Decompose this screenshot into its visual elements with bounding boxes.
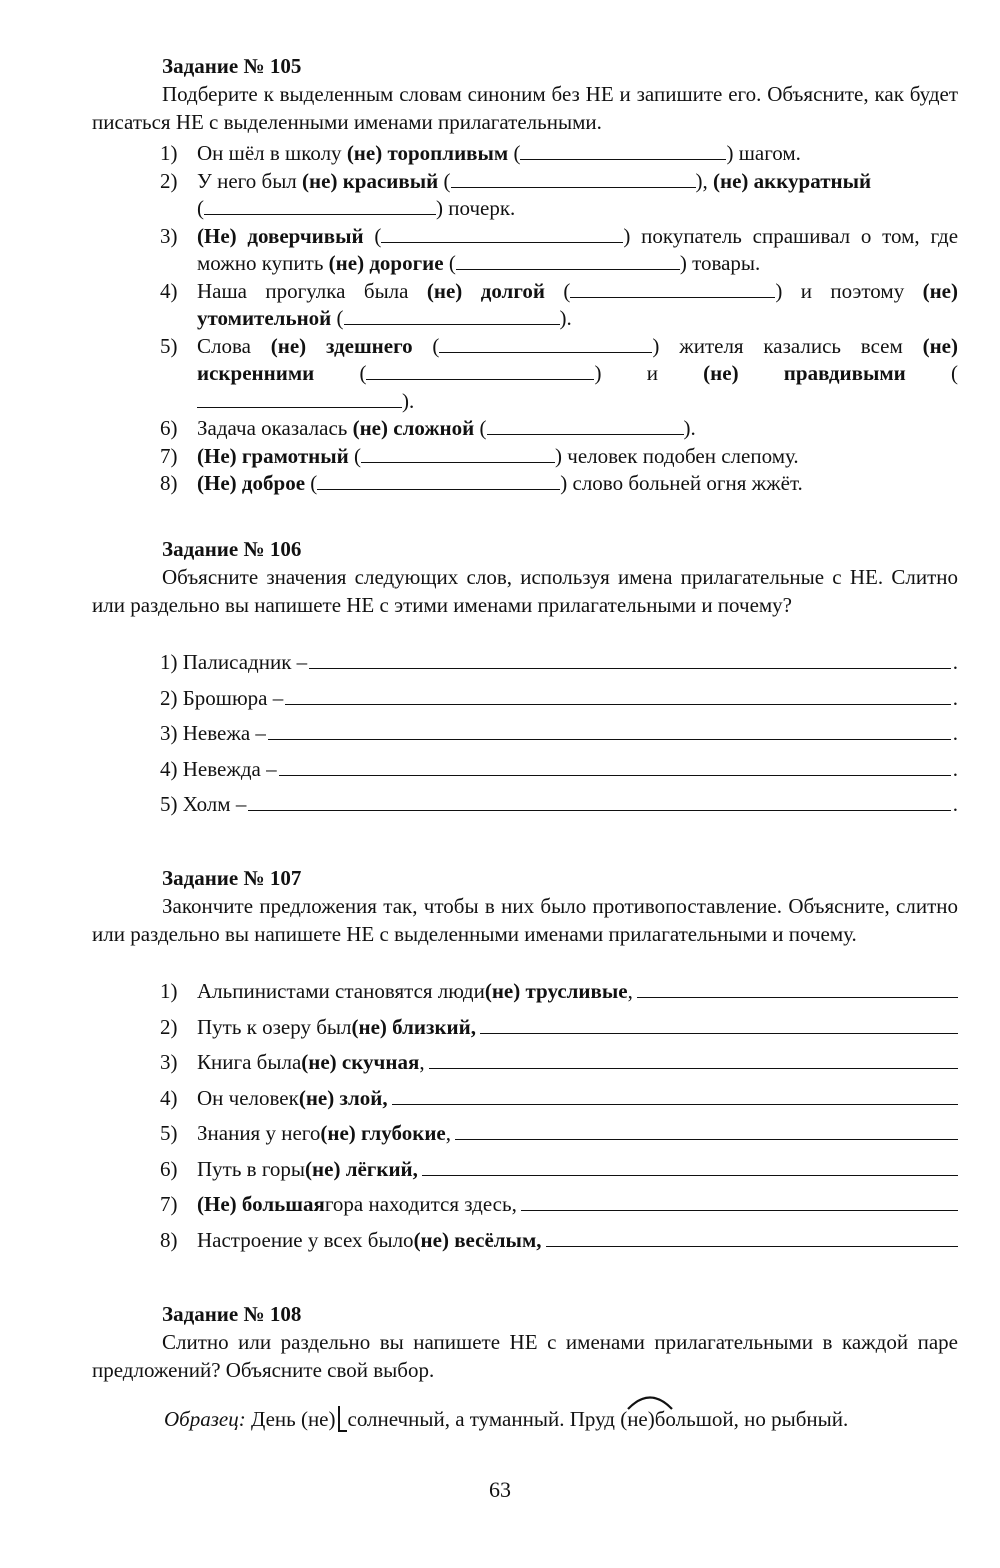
task-heading: Задание № 106 bbox=[162, 537, 302, 561]
answer-blank[interactable] bbox=[317, 471, 560, 490]
task-106 bbox=[92, 535, 958, 827]
list-item: 4) Наша прогулка была (не) долгой ( ) и поэтому (не) утомительной ( ). bbox=[160, 278, 959, 330]
list-item: 5) Знания у него (не) глубокие , bbox=[92, 1120, 958, 1156]
answer-blank[interactable] bbox=[487, 416, 684, 435]
answer-blank[interactable] bbox=[344, 306, 560, 325]
list-item: 1) Палисадник – . bbox=[160, 650, 958, 674]
answer-blank[interactable] bbox=[439, 334, 652, 353]
answer-line[interactable] bbox=[637, 979, 958, 998]
list-item: 4) Он человек (не) злой, bbox=[92, 1085, 958, 1121]
task-instruction: Подберите к выделенным словам синоним без НЕ и запишите его. Объясните, как будет писаться НЕ с выделенными именами прилагательными. bbox=[92, 82, 958, 134]
task-instruction: Закончите предложения так, чтобы в них было противопоставление. Объясните, слитно или раздельно вы напишете НЕ с выделенными именами прилагательными и почему. bbox=[92, 894, 958, 946]
separate-mark-icon bbox=[338, 1406, 347, 1432]
task-heading: Задание № 105 bbox=[162, 54, 302, 78]
answer-blank[interactable] bbox=[361, 444, 555, 463]
sample-label: Образец: bbox=[164, 1407, 246, 1431]
list-item: 8) Настроение у всех было (не) весёлым, bbox=[92, 1227, 958, 1263]
answer-blank[interactable] bbox=[520, 141, 726, 160]
task-instruction: Слитно или раздельно вы напишете НЕ с именами прилагательными в каждой паре предложений? Объясните свой выбор. bbox=[92, 1330, 958, 1382]
list-item: 2) Путь к озеру был (не) близкий, bbox=[92, 1014, 958, 1050]
list-item: 5) Холм – . bbox=[160, 792, 958, 816]
list-item: 5) Слова (не) здешнего ( ) жителя казались всем (не) искренними ( ) и (не) правдивыми (). bbox=[160, 333, 959, 413]
answer-line[interactable] bbox=[248, 792, 950, 811]
answer-line[interactable] bbox=[392, 1086, 958, 1105]
answer-line[interactable] bbox=[422, 1157, 958, 1176]
list-item: 8) (Не) доброе ( ) слово больней огня жжёт. bbox=[160, 471, 803, 495]
answer-line[interactable] bbox=[521, 1192, 958, 1211]
answer-line[interactable] bbox=[309, 650, 951, 669]
answer-blank[interactable] bbox=[197, 389, 402, 408]
answer-line[interactable] bbox=[285, 686, 951, 705]
list-item: 2) У него был (не) красивый ( ), (не) аккуратный ( ) почерк. bbox=[160, 168, 872, 220]
list-item: 4) Невежда – . bbox=[160, 756, 958, 781]
task-105 bbox=[92, 52, 958, 498]
answer-blank[interactable] bbox=[570, 279, 775, 298]
answer-blank[interactable] bbox=[204, 196, 436, 215]
list-item: 3) (Не) доверчивый ( ) покупатель спрашивал о том, где можно купить (не) дорогие ( ) товары. bbox=[160, 223, 959, 275]
answer-blank[interactable] bbox=[381, 224, 623, 243]
exercise-list bbox=[92, 140, 958, 498]
list-item: 6) Путь в горы (не) лёгкий, bbox=[92, 1156, 958, 1192]
sample-sentence: Образец: День (не) солнечный, а туманный. Пруд (не)большой, но рыбный. bbox=[164, 1406, 958, 1433]
list-item: 7) (Не) грамотный ( ) человек подобен слепому. bbox=[160, 443, 799, 468]
joined-arc-icon bbox=[626, 1392, 674, 1410]
page-number: 63 bbox=[489, 1477, 511, 1502]
answer-blank[interactable] bbox=[456, 251, 680, 270]
list-item: 7) (Не) большая гора находится здесь, bbox=[92, 1191, 958, 1227]
answer-line[interactable] bbox=[429, 1050, 958, 1069]
definition-list bbox=[160, 649, 958, 827]
list-item: 3) Невежа – . bbox=[160, 721, 958, 745]
answer-line[interactable] bbox=[480, 1015, 958, 1034]
task-heading: Задание № 108 bbox=[162, 1302, 302, 1326]
answer-blank[interactable] bbox=[366, 361, 594, 380]
answer-line[interactable] bbox=[268, 721, 951, 740]
answer-blank[interactable] bbox=[451, 169, 696, 188]
list-item: 3) Книга была (не) скучная , bbox=[92, 1049, 958, 1085]
answer-line[interactable] bbox=[455, 1121, 958, 1140]
task-107 bbox=[92, 864, 958, 1262]
list-item: 2) Брошюра – . bbox=[160, 685, 958, 710]
task-heading: Задание № 107 bbox=[162, 866, 302, 890]
answer-line[interactable] bbox=[279, 757, 951, 776]
task-instruction: Объясните значения следующих слов, используя имена прилагательные с НЕ. Слитно или раздельно вы напишете НЕ с этими именами прилагательными и почему? bbox=[92, 565, 958, 617]
task-108 bbox=[92, 1300, 958, 1433]
list-item: 6) Задача оказалась (не) сложной ( ). bbox=[160, 416, 696, 440]
list-item: 1) Альпинистами становятся люди (не) трусливые , bbox=[92, 978, 958, 1014]
list-item: 1) Он шёл в школу (не) торопливым ( ) шагом. bbox=[160, 141, 801, 165]
sentence-list bbox=[92, 978, 958, 1262]
answer-line[interactable] bbox=[546, 1228, 958, 1247]
